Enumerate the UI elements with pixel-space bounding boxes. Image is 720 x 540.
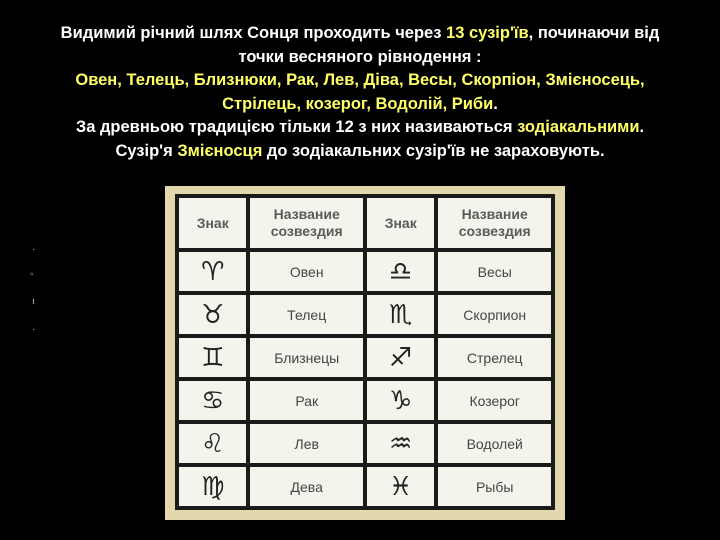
- zodiac-table: [175, 194, 555, 510]
- column-header-constellation: Название созвездия: [248, 196, 365, 250]
- stray-mark: ı: [32, 296, 35, 307]
- table-row: [177, 422, 553, 465]
- slide-text-block: [18, 22, 702, 163]
- ophiuchus-name: Змієносця: [177, 141, 263, 160]
- intro-line: [18, 22, 702, 46]
- constellation-count: 13 сузір'їв: [446, 24, 529, 42]
- leo-sign-icon: ♌: [177, 422, 248, 465]
- table-row: [177, 250, 553, 293]
- column-header-sign: Знак: [365, 196, 436, 250]
- ophiuchus-line: [18, 140, 702, 164]
- cancer-sign-icon: ♋: [177, 379, 248, 422]
- ophiuchus-text-end: до зодіакальних сузір'їв не зараховують.: [262, 141, 605, 160]
- constellation-name: Телец: [248, 293, 365, 336]
- equinox-line: точки весняного рівнодення :: [238, 47, 482, 66]
- constellation-name: Рак: [248, 379, 365, 422]
- intro-text: Видимий річний шлях Сонця проходить через: [60, 24, 447, 42]
- constellation-name: Овен: [248, 250, 365, 293]
- column-header-sign: Знак: [177, 196, 248, 250]
- libra-sign-icon: ♎: [365, 250, 436, 293]
- taurus-sign-icon: ♉: [177, 293, 248, 336]
- scorpio-sign-icon: ♏: [365, 293, 436, 336]
- constellation-list-line-2-wrap: [18, 93, 702, 117]
- virgo-sign-icon: ♍: [177, 465, 248, 508]
- constellation-name: Близнецы: [248, 336, 365, 379]
- constellation-name: Дева: [248, 465, 365, 508]
- constellation-list-line-1: Овен, Телець, Близнюки, Рак, Лев, Діва, Весы, Скорпіон, Змієносець,: [75, 71, 645, 89]
- tradition-text: За древньою традицією тільки 12 з них називаються: [75, 118, 518, 136]
- ophiuchus-text: Сузір'я: [115, 141, 178, 160]
- intro-text-end: , починаючи від: [528, 24, 660, 42]
- tradition-period: .: [639, 118, 645, 136]
- constellation-name: Стрелец: [436, 336, 553, 379]
- list-period: .: [493, 94, 498, 113]
- table-row: [177, 293, 553, 336]
- table-header-row: [177, 196, 553, 250]
- table-row: [177, 336, 553, 379]
- constellation-name: Лев: [248, 422, 365, 465]
- aquarius-sign-icon: ♒: [365, 422, 436, 465]
- constellation-name: Водолей: [436, 422, 553, 465]
- constellation-list-line-2: Стрілець, козерог, Водолій, Риби: [222, 94, 494, 113]
- stray-mark: ◦: [30, 269, 34, 280]
- constellation-name: Скорпион: [436, 293, 553, 336]
- aries-sign-icon: ♈: [177, 250, 248, 293]
- tradition-line: [18, 116, 702, 140]
- gemini-sign-icon: ♊: [177, 336, 248, 379]
- constellation-name: Весы: [436, 250, 553, 293]
- capricorn-sign-icon: ♑: [365, 379, 436, 422]
- zodiacal-term: зодіакальними: [517, 118, 640, 136]
- sagittarius-sign-icon: ♐: [365, 336, 436, 379]
- table-row: [177, 465, 553, 508]
- column-header-constellation: Название созвездия: [436, 196, 553, 250]
- constellation-name: Рыбы: [436, 465, 553, 508]
- pisces-sign-icon: ♓: [365, 465, 436, 508]
- zodiac-table-image: [165, 186, 565, 520]
- table-row: [177, 379, 553, 422]
- stray-mark: ·: [32, 244, 36, 255]
- constellation-name: Козерог: [436, 379, 553, 422]
- stray-mark: ·: [32, 324, 36, 335]
